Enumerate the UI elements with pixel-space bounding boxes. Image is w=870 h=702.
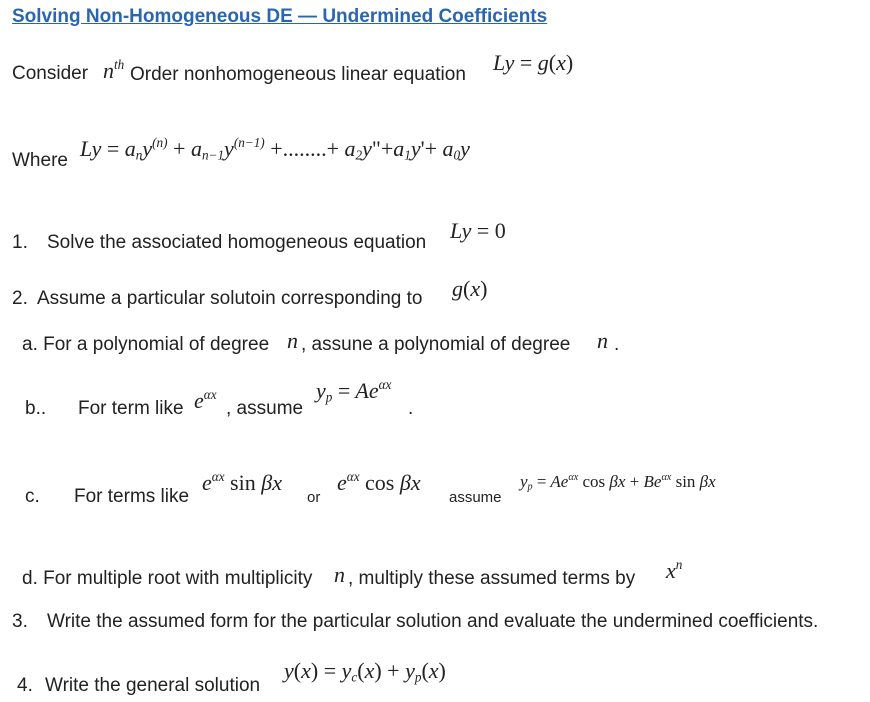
step2-number: 2. (12, 288, 28, 309)
assume-text: assume (449, 489, 502, 506)
consider-text: Order nonhomogeneous linear equation (130, 64, 466, 85)
step2c-label: c. (25, 486, 40, 507)
multiplicity-n-math: n (334, 562, 345, 587)
step4-number: 4. (17, 675, 33, 696)
step1-number: 1. (12, 232, 28, 253)
step2a-prefix: a. For a polynomial of degree (22, 334, 270, 355)
yp-trig-math: $y_p = Ae^{\alpha x}$ $\cos \beta x + Be^{\alpha x}$ sin βx (520, 471, 716, 493)
step4-text: Write the general solution (45, 675, 261, 696)
operator-definition: $Ly = a_ny^{(n)} + a_{n-1}y^{(n-1)}$ +........+ $a_2y"+a_1y'+ a_0y$ (80, 134, 470, 163)
consider-label: Consider (12, 63, 89, 84)
x-power-n-math: $x^n$ (666, 556, 683, 583)
degree-n-math: n (287, 328, 298, 353)
yp-exp-math: $y_p = Ae^{\alpha x}$ (316, 376, 392, 405)
page-title[interactable]: Solving Non-Homogeneous DE — Undermined Coefficients (12, 6, 548, 27)
step2b-label: b.. (25, 398, 47, 419)
exp-term-math: $e^{\alpha x}$ (194, 386, 217, 413)
general-solution-math: $y(x) = y_c(x) + y_p(x)$ (284, 658, 446, 685)
step2-text: Assume a particular solutoin corresponding to (37, 288, 423, 309)
step3-number: 3. (12, 611, 28, 632)
step2d-text: d. For multiple root with multiplicity (22, 568, 313, 589)
degree-n-math-2: n (597, 328, 608, 353)
step2b-suffix: . (408, 398, 414, 419)
step2b-text: For term like (78, 398, 184, 419)
step2c-text: For terms like (74, 486, 190, 507)
equation-ly-gx: Ly = g(x) (493, 50, 574, 75)
step2d-middle: , multiply these assumed terms by (348, 568, 636, 589)
where-label: Where (12, 150, 68, 171)
or-text: or (307, 489, 321, 506)
exp-sin-math: $e^{\alpha x}$ sin βx (202, 468, 282, 495)
nth-math: $n^{th}$ (103, 56, 125, 83)
step2a-middle: , assune a polynomial of degree (301, 334, 571, 355)
homogeneous-equation: Ly = 0 (450, 218, 506, 243)
step1-text: Solve the associated homogeneous equation (47, 232, 427, 253)
exp-cos-math: $e^{\alpha x}$ cos βx (337, 468, 421, 495)
gx-math: g(x) (452, 276, 488, 301)
step2b-assume: , assume (226, 398, 304, 419)
step3-text: Write the assumed form for the particular solution and evaluate the undermined coefficients. (47, 611, 819, 632)
step2a-suffix: . (614, 334, 620, 355)
